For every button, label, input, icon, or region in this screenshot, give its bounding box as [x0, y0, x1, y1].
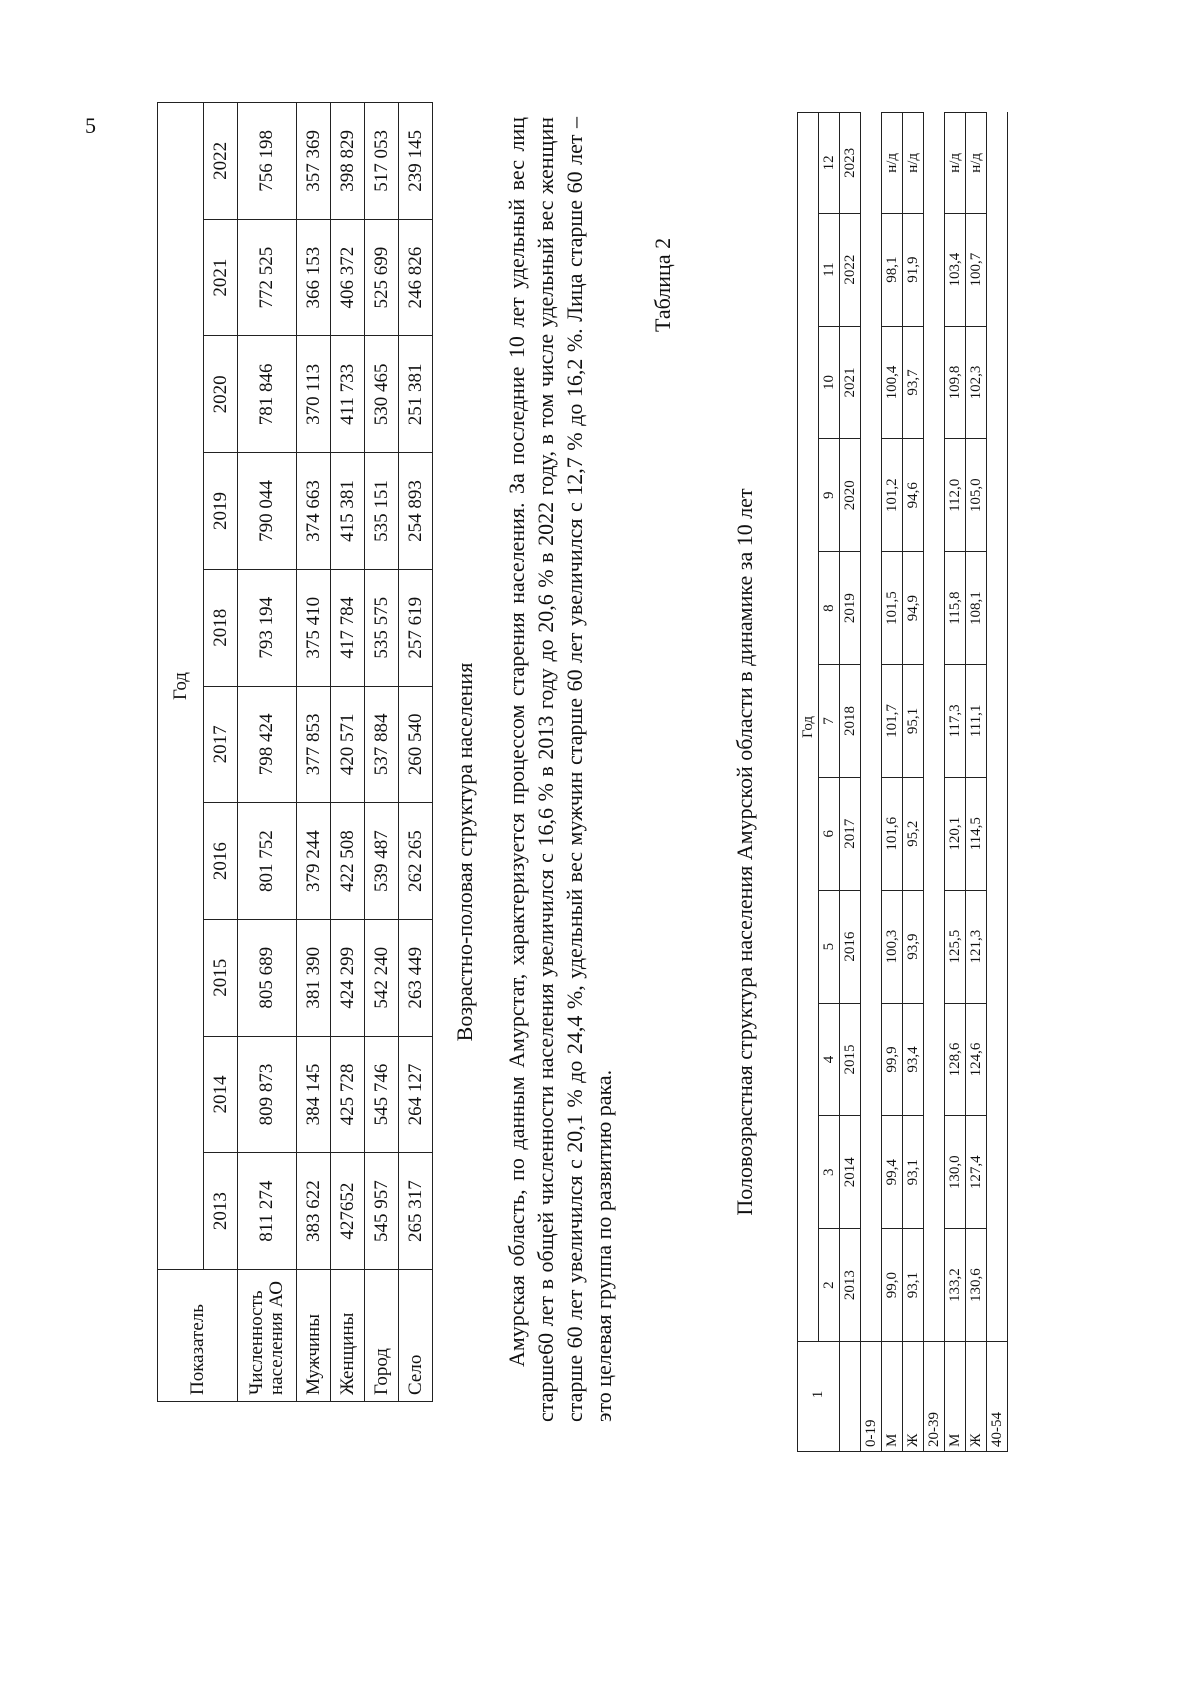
- value-cell: 420 571: [331, 686, 365, 803]
- group-filler: [987, 113, 1008, 1342]
- value-cell: 130,6: [966, 1229, 987, 1342]
- value-cell: н/д: [966, 113, 987, 214]
- value-cell: 398 829: [331, 103, 365, 220]
- value-cell: 265 317: [399, 1153, 433, 1270]
- value-cell: н/д: [903, 113, 924, 214]
- value-cell: 790 044: [238, 453, 297, 570]
- indicator-header: Показатель: [158, 1270, 238, 1402]
- value-cell: 793 194: [238, 569, 297, 686]
- value-cell: 94,9: [903, 552, 924, 665]
- row-label: Город: [365, 1270, 399, 1402]
- value-cell: 101,2: [882, 439, 903, 552]
- value-cell: 251 381: [399, 336, 433, 453]
- value-cell: 95,2: [903, 777, 924, 890]
- population-table: [157, 102, 433, 1402]
- year-cell: 2015: [204, 919, 238, 1036]
- column-number: 5: [819, 890, 840, 1003]
- value-cell: н/д: [945, 113, 966, 214]
- column-number: 3: [819, 1116, 840, 1229]
- value-cell: 798 424: [238, 686, 297, 803]
- group-filler: [924, 113, 945, 1342]
- value-cell: 772 525: [238, 219, 297, 336]
- value-cell: 263 449: [399, 919, 433, 1036]
- value-cell: 99,9: [882, 1003, 903, 1116]
- value-cell: 264 127: [399, 1036, 433, 1153]
- value-cell: 257 619: [399, 569, 433, 686]
- year-cell: 2014: [204, 1036, 238, 1153]
- value-cell: 121,3: [966, 890, 987, 1003]
- value-cell: 406 372: [331, 219, 365, 336]
- column-number: 10: [819, 326, 840, 439]
- sex-label: Ж: [966, 1342, 987, 1452]
- value-cell: 105,0: [966, 439, 987, 552]
- value-cell: 545 957: [365, 1153, 399, 1270]
- value-cell: 101,7: [882, 665, 903, 778]
- value-cell: 101,5: [882, 552, 903, 665]
- value-cell: 112,0: [945, 439, 966, 552]
- value-cell: 128,6: [945, 1003, 966, 1116]
- value-cell: 375 410: [297, 569, 331, 686]
- column-number: 7: [819, 665, 840, 778]
- sex-label: М: [882, 1342, 903, 1452]
- value-cell: 383 622: [297, 1153, 331, 1270]
- value-cell: 756 198: [238, 103, 297, 220]
- row-label: Женщины: [331, 1270, 365, 1402]
- empty-cell: [840, 1342, 861, 1452]
- value-cell: 100,4: [882, 326, 903, 439]
- year-cell: 2019: [204, 453, 238, 570]
- age-group-row: [987, 113, 1008, 1452]
- value-cell: 262 265: [399, 803, 433, 920]
- value-cell: 93,9: [903, 890, 924, 1003]
- value-cell: 357 369: [297, 103, 331, 220]
- value-cell: 91,9: [903, 213, 924, 326]
- value-cell: 93,1: [903, 1229, 924, 1342]
- value-cell: 424 299: [331, 919, 365, 1036]
- year-cell: 2017: [840, 777, 861, 890]
- value-cell: 811 274: [238, 1153, 297, 1270]
- column-number: 12: [819, 113, 840, 214]
- rotated-page-content: [80, 82, 1160, 1622]
- value-cell: 525 699: [365, 219, 399, 336]
- value-cell: 239 145: [399, 103, 433, 220]
- table-row: [365, 103, 399, 1402]
- value-cell: 94,6: [903, 439, 924, 552]
- value-cell: 517 053: [365, 103, 399, 220]
- table-row: [903, 113, 924, 1452]
- value-cell: 411 733: [331, 336, 365, 453]
- value-cell: 117,3: [945, 665, 966, 778]
- value-cell: 127,4: [966, 1116, 987, 1229]
- value-cell: 125,5: [945, 890, 966, 1003]
- value-cell: 102,3: [966, 326, 987, 439]
- year-cell: 2020: [204, 336, 238, 453]
- value-cell: 801 752: [238, 803, 297, 920]
- value-cell: 98,1: [882, 213, 903, 326]
- year-cell: 2014: [840, 1116, 861, 1229]
- age-group-label: 40-54: [987, 1342, 1008, 1452]
- row-label: Село: [399, 1270, 433, 1402]
- column-number: 11: [819, 213, 840, 326]
- column-number: 9: [819, 439, 840, 552]
- value-cell: 120,1: [945, 777, 966, 890]
- year-cell: 2019: [840, 552, 861, 665]
- year-cell: 2015: [840, 1003, 861, 1116]
- value-cell: 809 873: [238, 1036, 297, 1153]
- value-cell: 109,8: [945, 326, 966, 439]
- value-cell: 99,0: [882, 1229, 903, 1342]
- year-cell: 2016: [840, 890, 861, 1003]
- value-cell: 93,7: [903, 326, 924, 439]
- header-empty: 1: [798, 1342, 840, 1452]
- year-cell: 2016: [204, 803, 238, 920]
- value-cell: 108,1: [966, 552, 987, 665]
- year-cell: 2018: [204, 569, 238, 686]
- value-cell: 103,4: [945, 213, 966, 326]
- value-cell: 422 508: [331, 803, 365, 920]
- value-cell: 100,7: [966, 213, 987, 326]
- value-cell: 93,1: [903, 1116, 924, 1229]
- value-cell: н/д: [882, 113, 903, 214]
- year-cell: 2021: [204, 219, 238, 336]
- group-filler: [861, 113, 882, 1342]
- paragraph-text: Амурская область, по данным Амурстат, характеризуется процессом старения населения. За последние 10 лет удельный вес лиц старше60 лет в общей численности населения увеличился с 16,6 % в 2013 году до 20,6 % в 2022 году, в том числе удельный вес женщин старше 60 лет увеличился с 20,1 % до 24,4 %, удельный вес мужчин старше 60 лет увеличился с 12,7 % до 16,2 %. Лица старше 60 лет – это целевая группа по развитию рака.: [504, 117, 616, 1422]
- value-cell: 370 113: [297, 336, 331, 453]
- value-cell: 805 689: [238, 919, 297, 1036]
- value-cell: 374 663: [297, 453, 331, 570]
- age-group-row: [861, 113, 882, 1452]
- value-cell: 101,6: [882, 777, 903, 890]
- page-number: 5: [85, 113, 96, 138]
- table-row: [966, 113, 987, 1452]
- year-cell: 2018: [840, 665, 861, 778]
- column-number: 2: [819, 1229, 840, 1342]
- value-cell: 542 240: [365, 919, 399, 1036]
- value-cell: 415 381: [331, 453, 365, 570]
- year-cell: 2022: [840, 213, 861, 326]
- row-label: Численность населения АО: [238, 1270, 297, 1402]
- year-cell: 2017: [204, 686, 238, 803]
- value-cell: 535 575: [365, 569, 399, 686]
- value-cell: 427652: [331, 1153, 365, 1270]
- value-cell: 781 846: [238, 336, 297, 453]
- value-cell: 537 884: [365, 686, 399, 803]
- value-cell: 100,3: [882, 890, 903, 1003]
- table-number: Таблица 2: [650, 237, 675, 332]
- value-cell: 379 244: [297, 803, 331, 920]
- value-cell: 95,1: [903, 665, 924, 778]
- sex-age-table: [797, 112, 1008, 1452]
- table-row: [331, 103, 365, 1402]
- year-header: Год: [798, 113, 819, 1342]
- sex-label: М: [945, 1342, 966, 1452]
- value-cell: 381 390: [297, 919, 331, 1036]
- year-cell: 2023: [840, 113, 861, 214]
- value-cell: 124,6: [966, 1003, 987, 1116]
- value-cell: 535 151: [365, 453, 399, 570]
- year-cell: 2021: [840, 326, 861, 439]
- age-group-label: 20-39: [924, 1342, 945, 1452]
- value-cell: 133,2: [945, 1229, 966, 1342]
- table-row: [399, 103, 433, 1402]
- value-cell: 93,4: [903, 1003, 924, 1116]
- year-cell: 2022: [204, 103, 238, 220]
- value-cell: 130,0: [945, 1116, 966, 1229]
- column-number: 4: [819, 1003, 840, 1116]
- value-cell: 530 465: [365, 336, 399, 453]
- value-cell: 384 145: [297, 1036, 331, 1153]
- value-cell: 425 728: [331, 1036, 365, 1153]
- table-row: [297, 103, 331, 1402]
- section-title: Возрастно-половая структура населения: [452, 662, 477, 1042]
- value-cell: 246 826: [399, 219, 433, 336]
- year-cell: 2013: [204, 1153, 238, 1270]
- table-row: [238, 103, 297, 1402]
- value-cell: 254 893: [399, 453, 433, 570]
- year-cell: 2020: [840, 439, 861, 552]
- value-cell: 260 540: [399, 686, 433, 803]
- value-cell: 99,4: [882, 1116, 903, 1229]
- column-number: 8: [819, 552, 840, 665]
- value-cell: 545 746: [365, 1036, 399, 1153]
- value-cell: 366 153: [297, 219, 331, 336]
- value-cell: 417 784: [331, 569, 365, 686]
- value-cell: 115,8: [945, 552, 966, 665]
- year-cell: 2013: [840, 1229, 861, 1342]
- table-row: [882, 113, 903, 1452]
- table-row: [945, 113, 966, 1452]
- age-group-label: 0-19: [861, 1342, 882, 1452]
- value-cell: 111,1: [966, 665, 987, 778]
- body-paragraph: [502, 117, 618, 1422]
- value-cell: 114,5: [966, 777, 987, 890]
- year-header: Год: [158, 103, 204, 1270]
- value-cell: 539 487: [365, 803, 399, 920]
- age-group-row: [924, 113, 945, 1452]
- sex-label: Ж: [903, 1342, 924, 1452]
- value-cell: 377 853: [297, 686, 331, 803]
- table2-title: Половозрастная структура населения Амурской области в динамике за 10 лет: [732, 488, 757, 1216]
- row-label: Мужчины: [297, 1270, 331, 1402]
- column-number: 6: [819, 777, 840, 890]
